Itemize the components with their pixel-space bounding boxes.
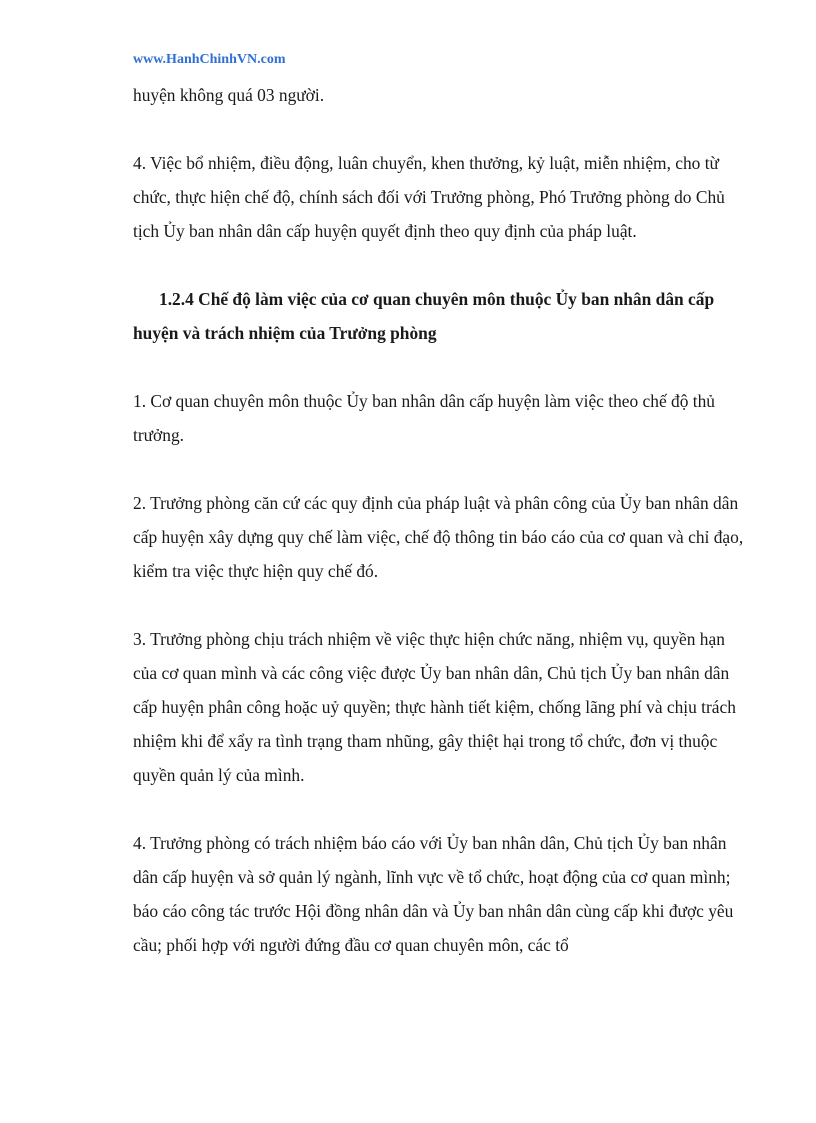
paragraph-spacer [133,452,745,486]
paragraph-spacer [133,350,745,384]
paragraph-item-4: 4. Trưởng phòng có trách nhiệm báo cáo với Ủy ban nhân dân, Chủ tịch Ủy ban nhân dân cấp huyện và sở quản lý ngành, lĩnh vực về tổ chức, hoạt động của cơ quan mình; báo cáo công tác trước Hội đồng nhân dân và Ủy ban nhân dân cùng cấp khi được yêu cầu; phối hợp với người đứng đầu cơ quan chuyên môn, các tổ [133,833,734,955]
paragraph-item-3: 3. Trưởng phòng chịu trách nhiệm về việc thực hiện chức năng, nhiệm vụ, quyền hạn của cơ quan mình và các công việc được Ủy ban nhân dân, Chủ tịch Ủy ban nhân dân cấp huyện phân công hoặc uỷ quyền; thực hành tiết kiệm, chống lãng phí và chịu trách nhiệm khi để xẩy ra tình trạng tham nhũng, gây thiệt hại trong tổ chức, đơn vị thuộc quyền quản lý của mình. [133,629,736,785]
paragraph-spacer [133,588,745,622]
header-website-link[interactable]: www.HanhChinhVN.com [133,52,286,67]
paragraph-spacer [133,792,745,826]
document-body [133,78,745,962]
paragraph-spacer [133,112,745,146]
paragraph-spacer [133,248,745,282]
section-heading: 1.2.4 Chế độ làm việc của cơ quan chuyên môn thuộc Ủy ban nhân dân cấp huyện và trách nhiệm của Trưởng phòng [133,289,715,343]
paragraph-continuation: huyện không quá 03 người. [133,85,325,105]
paragraph-item-1: 1. Cơ quan chuyên môn thuộc Ủy ban nhân dân cấp huyện làm việc theo chế độ thủ trưởng. [133,391,715,445]
paragraph-item-2: 2. Trưởng phòng căn cứ các quy định của pháp luật và phân công của Ủy ban nhân dân cấp huyện xây dựng quy chế làm việc, chế độ thông tin báo cáo của cơ quan và chỉ đạo, kiểm tra việc thực hiện quy chế đó. [133,493,744,581]
paragraph-appointment: 4. Việc bổ nhiệm, điều động, luân chuyển, khen thưởng, kỷ luật, miễn nhiệm, cho từ chức, thực hiện chế độ, chính sách đối với Trưởng phòng, Phó Trưởng phòng do Chủ tịch Ủy ban nhân dân cấp huyện quyết định theo quy định của pháp luật. [133,153,725,241]
